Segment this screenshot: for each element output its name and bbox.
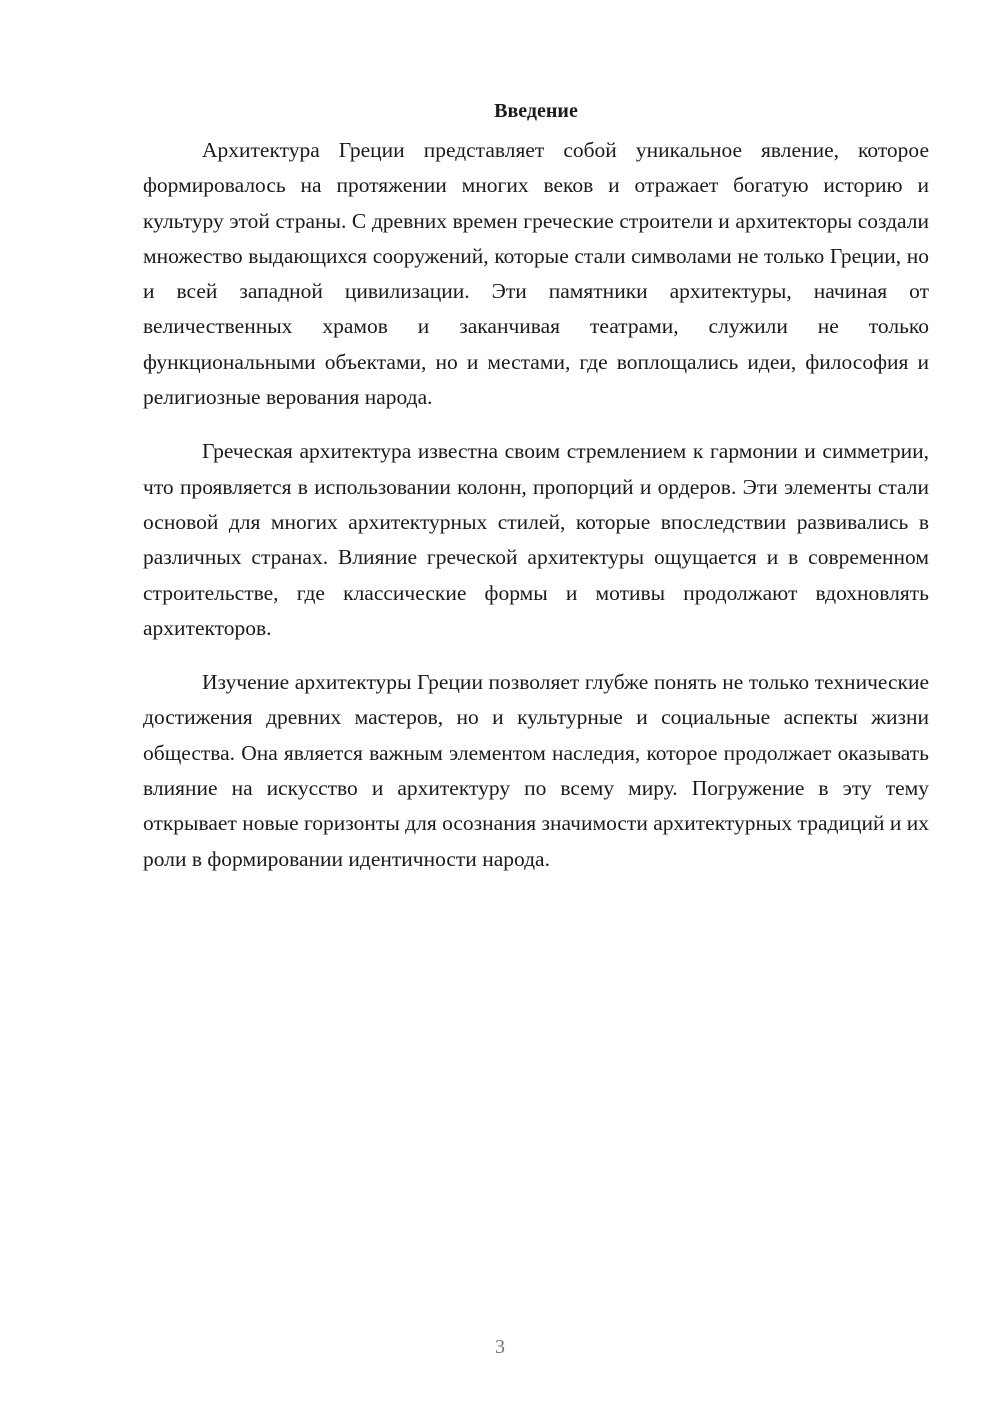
paragraph-1: Архитектура Греции представляет собой уникальное явление, которое формировалось на протяжении многих веков и отражает богатую историю и культуру этой страны. С древних времен греческие строители и архитекторы создали множество выдающихся сооружений, которые стали символами не только Греции, но и всей западной цивилизации. Эти памятники архитектуры, начиная от величественных храмов и заканчивая театрами, служили не только функциональными объектами, но и местами, где воплощались идеи, философия и религиозные верования народа. bbox=[143, 138, 929, 410]
page-body bbox=[143, 96, 929, 896]
page-number: 3 bbox=[495, 1336, 505, 1358]
section-title: Введение bbox=[494, 100, 578, 122]
paragraph-3: Изучение архитектуры Греции позволяет глубже понять не только технические достижения древних мастеров, но и культурные и социальные аспекты жизни общества. Она является важным элементом наследия, которое продолжает оказывать влияние на искусство и архитектуру по всему миру. Погружение в эту тему открывает новые горизонты для осознания значимости архитектурных традиций и их роли в формировании идентичности народа. bbox=[143, 670, 929, 871]
paragraph-2: Греческая архитектура известна своим стремлением к гармонии и симметрии, что проявляется в использовании колонн, пропорций и ордеров. Эти элементы стали основой для многих архитектурных стилей, которые впоследствии развивались в различных странах. Влияние греческой архитектуры ощущается и в современном строительстве, где классические формы и мотивы продолжают вдохновлять архитекторов. bbox=[143, 439, 929, 640]
